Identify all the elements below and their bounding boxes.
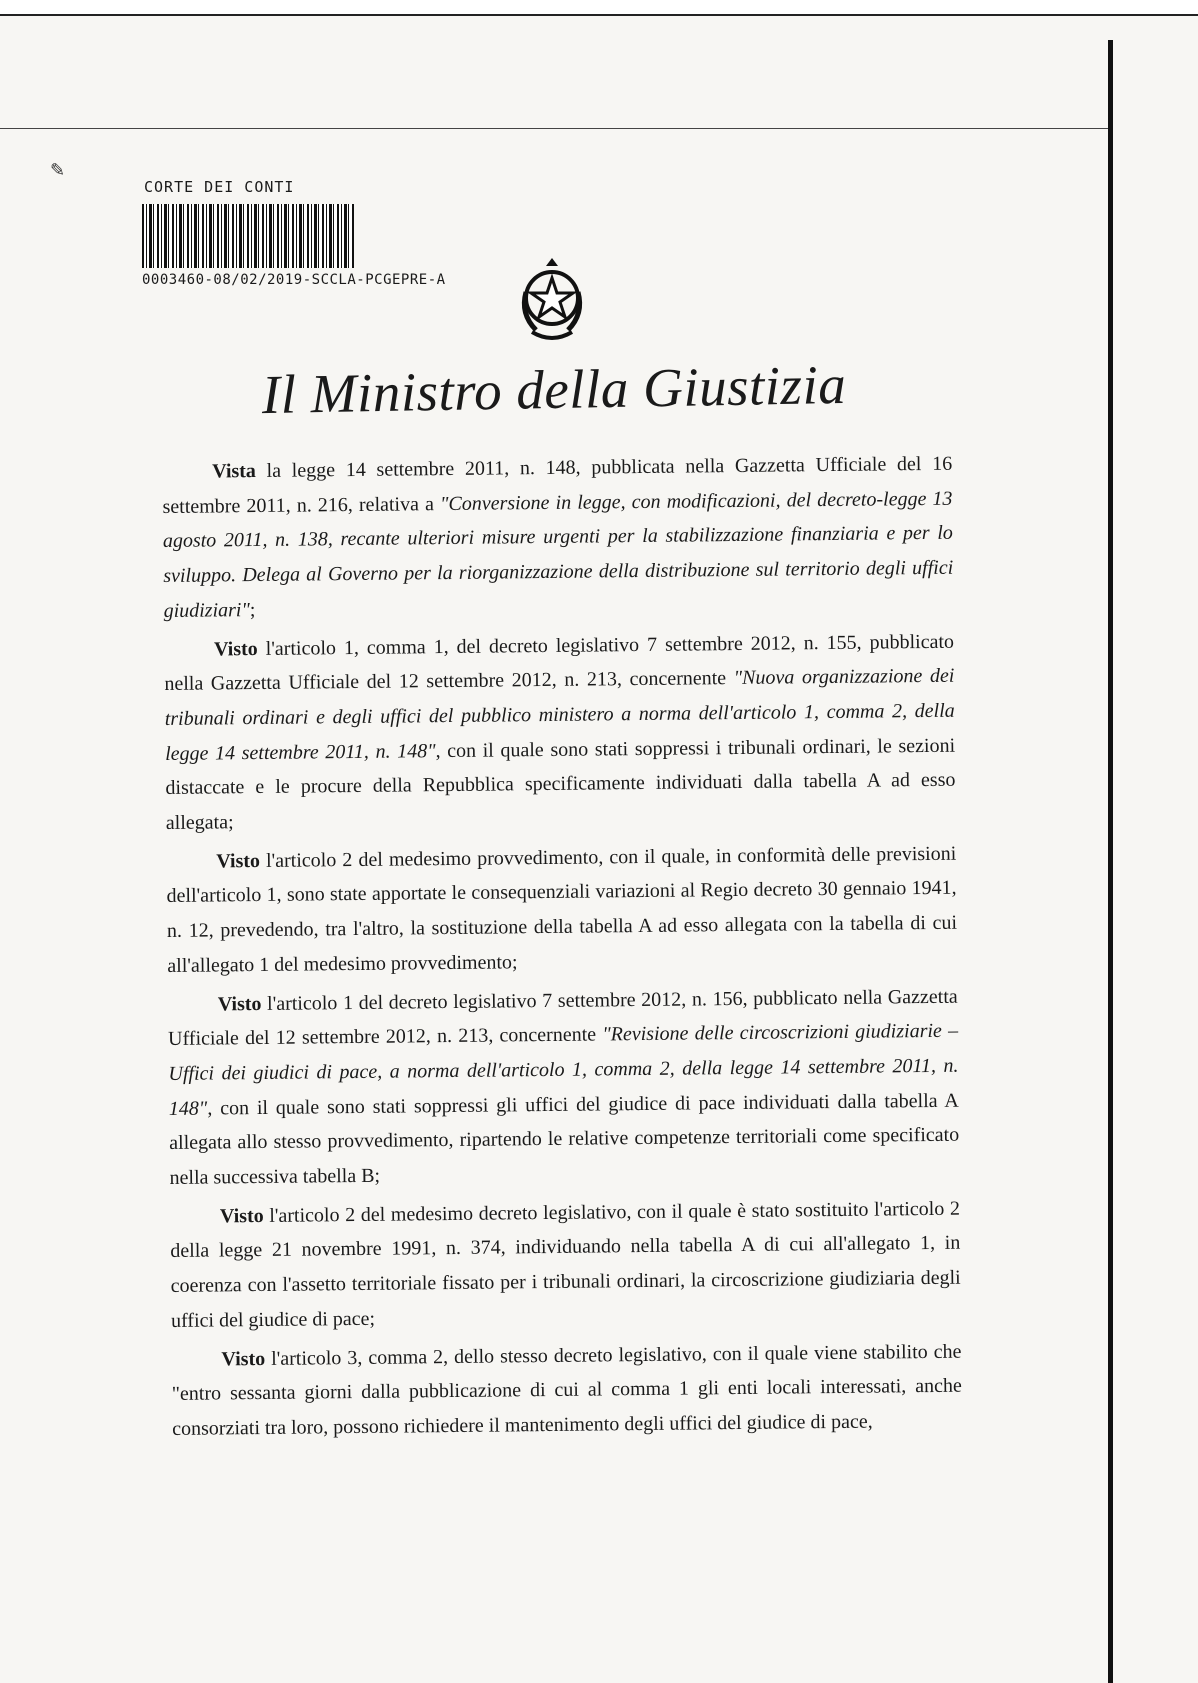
recital-quoted-title: "Nuova organizzazione dei tribunali ordinari e degli uffici del pubblico ministero a norma dell'articolo 1, comma 2, della legge 14 settembre 2011, n. 148" (164, 664, 955, 765)
recital-paragraph (168, 979, 960, 1195)
recital-text-cont: , con il quale sono stati soppressi i tribunali ordinari, le sezioni distaccate e le procure della Repubblica specificamente individuati dalla tabella A ad esso allegata; (165, 734, 956, 835)
recital-lead: Visto (216, 849, 261, 873)
recital-text: l'articolo 1, comma 1, del decreto legislativo 7 settembre 2012, n. 155, pubblicato nella Gazzetta Ufficiale del 12 settembre 2012, n. 213, concernente (164, 630, 955, 696)
recital-lead: Visto (213, 637, 258, 660)
recital-text: l'articolo 2 del medesimo provvedimento, con il quale, in conformità delle previsioni dell'articolo 1, sono state apportate le consequenziali variazioni al Regio decreto 30 gennaio 1941, n. 12, prevedendo, tra l'altro, la sostituzione della tabella A ad esso allegata con la tabella di cui all'allegato 1 del medesimo provvedimento; (166, 842, 958, 977)
stamp-title: CORTE DEI CONTI (144, 178, 295, 196)
recital-text: la legge 14 settembre 2011, n. 148, pubblicata nella Gazzetta Ufficiale del 16 settembre 2011, n. 216, relativa a (162, 452, 953, 518)
recital-text-cont: ; (249, 598, 256, 621)
barcode (142, 204, 354, 268)
recital-paragraph (164, 624, 956, 840)
recital-lead: Visto (221, 1347, 266, 1371)
scan-fold-line (0, 128, 1108, 129)
page-right-border (1108, 40, 1113, 1683)
recital-lead: Visto (217, 992, 262, 1015)
emblem-icon (512, 252, 592, 352)
recital-text: l'articolo 3, comma 2, dello stesso decreto legislativo, con il quale viene stabilito che "entro sessanta giorni dalla pubblicazione di cui al comma 1 gli enti locali interessati, anche consorziati tra loro, possono richiedere il mantenimento degli uffici del giudice di pace, (171, 1340, 962, 1440)
recital-paragraph (171, 1334, 962, 1446)
recital-paragraph (166, 836, 957, 983)
stamp-code: 0003460-08/02/2019-SCCLA-PCGEPRE-A (142, 272, 446, 288)
page-top-border (0, 0, 1198, 16)
margin-scribble: ✎ (50, 160, 66, 180)
recital-text-cont: , con il quale sono stati soppressi gli uffici del giudice di pace individuati dalla tabella A allegata allo stesso provvedimento, ripartendo le relative competenze territoriali come specificato nella successiva tabella B; (169, 1089, 960, 1190)
recital-lead: Vista (212, 460, 256, 483)
recital-quoted-title: "Revisione delle circoscrizioni giudiziarie – Uffici dei giudici di pace, a norma dell'articolo 1, comma 2, della legge 14 settembre 2011, n. 148" (168, 1019, 959, 1120)
recital-quoted-title: "Conversione in legge, con modificazioni, del decreto-legge 13 agosto 2011, n. 138, recante ulteriori misure urgenti per la stabilizzazione finanziaria e per lo sviluppo. Delega al Governo per la riorganizzazione della distribuzione sul territorio degli uffici giudiziari" (162, 487, 954, 622)
recital-paragraph (162, 447, 954, 629)
recital-text: l'articolo 1 del decreto legislativo 7 settembre 2012, n. 156, pubblicato nella Gazzetta Ufficiale del 12 settembre 2012, n. 213, concernente (168, 985, 958, 1051)
recital-text: l'articolo 2 del medesimo decreto legislativo, con il quale è stato sostituito l'articolo 2 della legge 21 novembre 1991, n. 374, individuando nella tabella A di cui all'allegato 1, in coerenza con l'assetto territoriale fissato per i tribunali ordinari, la circoscrizione giudiziaria degli uffici del giudice di pace; (170, 1197, 961, 1332)
recital-lead: Visto (219, 1204, 264, 1228)
page-title: Il Ministro della Giustizia (261, 353, 847, 426)
recital-paragraph (170, 1191, 961, 1338)
protocol-stamp (142, 178, 502, 288)
document-body (162, 447, 962, 1451)
